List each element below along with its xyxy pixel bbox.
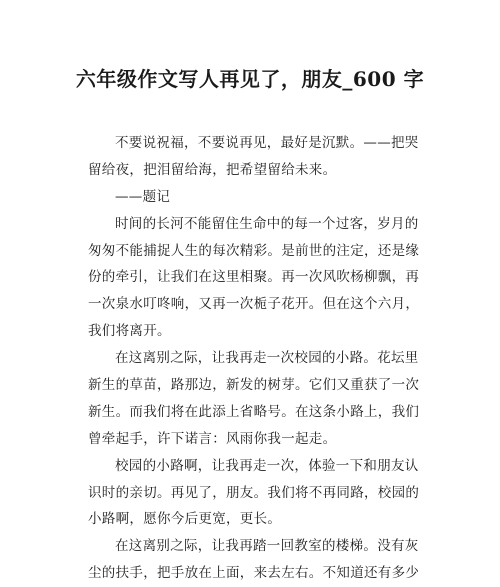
- text-line: 曾牵起手，许下诺言：风雨你我一起走。: [88, 430, 337, 447]
- text-line: 匆匆不能捕捉人生的每次精彩。是前世的注定，还是缘: [88, 242, 420, 259]
- text-line: 识时的亲切。再见了，朋友。我们将不再同路，校园的: [88, 484, 420, 501]
- text-line: ——题记: [115, 188, 171, 205]
- text-line: 新生的草苗，路那边，新发的树芽。它们又重获了一次: [88, 377, 420, 394]
- document-title: 六年级作文写人再见了，朋友_600 字: [75, 67, 425, 91]
- text-line: 时间的长河不能留住生命中的每一个过客，岁月的: [115, 215, 419, 232]
- text-line: 小路啊，愿你今后更宽，更长。: [88, 511, 282, 528]
- text-line: 在这离别之际，让我再踏一回教室的楼梯。没有灰: [115, 538, 419, 555]
- text-line: 份的牵引，让我们在这里相聚。再一次风吹杨柳飘，再: [88, 269, 420, 286]
- text-line: 不要说祝福，不要说再见，最好是沉默。——把哭: [115, 135, 419, 151]
- text-line: 我们将离开。: [88, 323, 171, 340]
- text-line: 在这离别之际，让我再走一次校园的小路。花坛里: [115, 350, 419, 367]
- text-line: 校园的小路啊，让我再走一次，体验一下和朋友认: [115, 457, 419, 474]
- text-line: 新生。而我们将在此添上省略号。在这条小路上，我们: [88, 403, 420, 420]
- text-line: 一次泉水叮咚响，又再一次栀子花开。但在这个六月，: [88, 296, 420, 313]
- text-line: 留给夜，把泪留给海，把希望留给未来。: [88, 161, 337, 178]
- text-line: 尘的扶手，把手放在上面，来去左右。不知道还有多少: [88, 565, 420, 582]
- document-body: [88, 130, 418, 587]
